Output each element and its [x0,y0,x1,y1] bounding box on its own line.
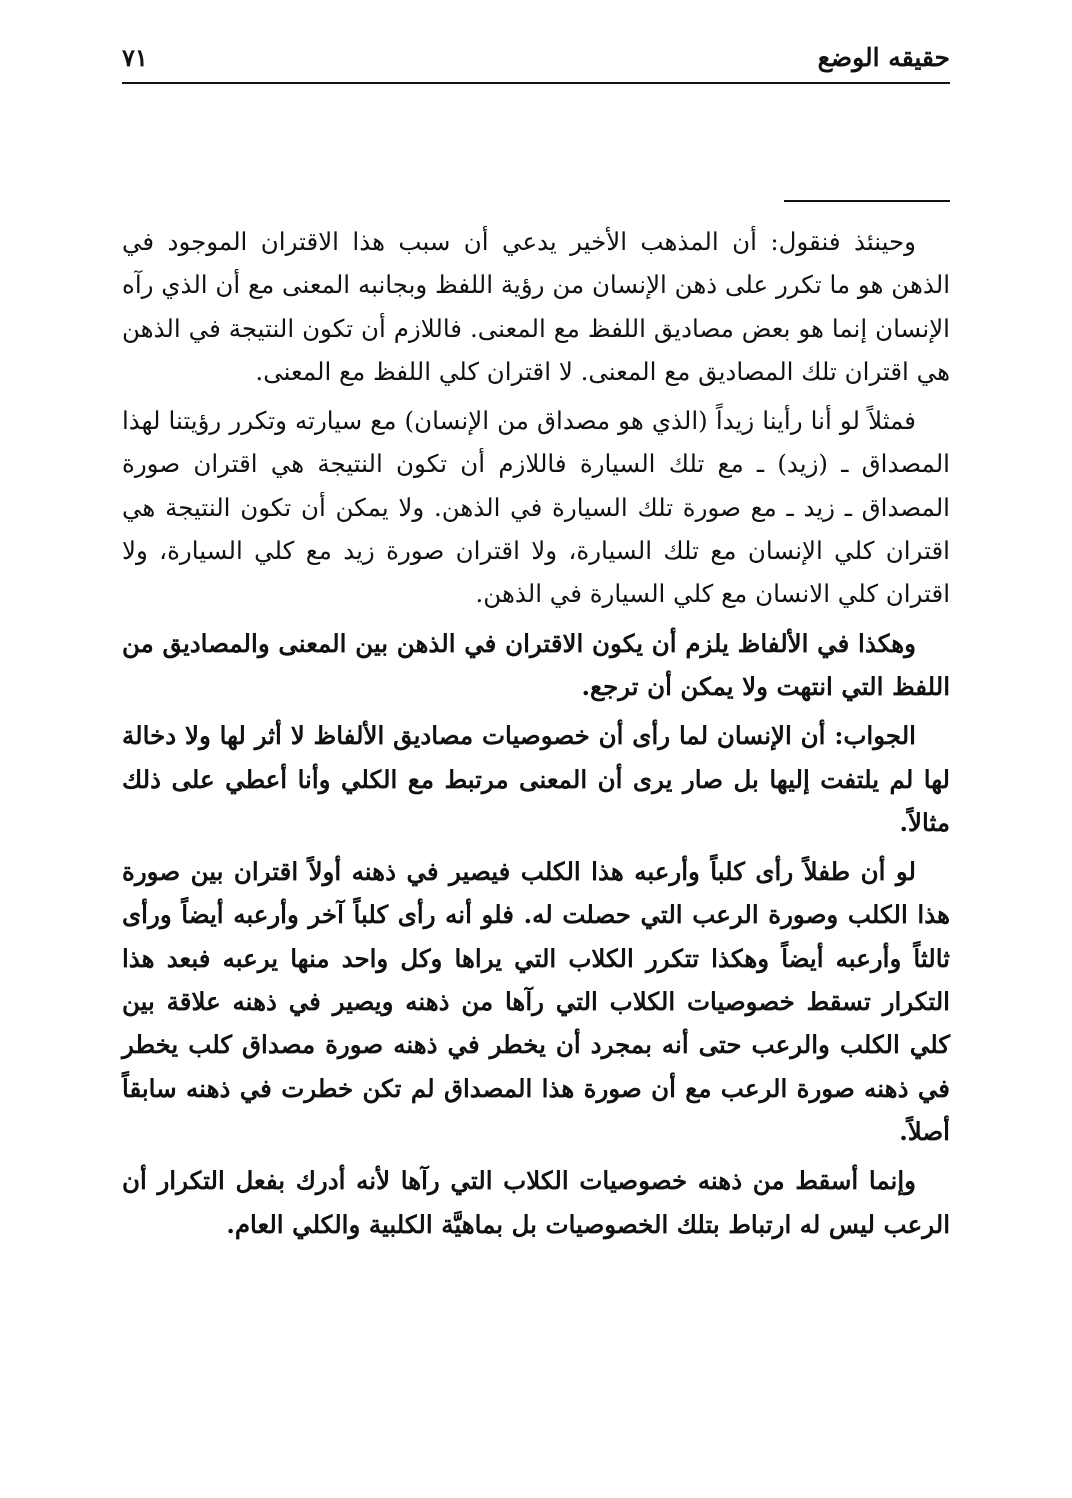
running-title: حقيقه الوضع [817,43,950,72]
paragraph: وهكذا في الألفاظ يلزم أن يكون الاقتران في الذهن بين المعنى والمصاديق من اللفظ التي انتهت ولا يمكن أن ترجع. [122,628,950,701]
page-number: ٧١ [122,43,148,72]
paragraph: فمثلاً لو أنا رأينا زيداً (الذي هو مصداق من الإنسان) مع سيارته وتكرر رؤيتنا لهذا المصداق ـ (زيد) ـ مع تلك السيارة فاللازم أن تكون النتيجة هي اقتران صورة المصداق ـ زيد ـ مع صورة تلك السيارة في الذهن. ولا يمكن أن تكون النتيجة هي اقتران كلي الإنسان مع تلك السيارة، ولا اقتران صورة زيد مع كلي السيارة، ولا اقتران كلي الانسان مع كلي السيارة في الذهن. [122,406,950,609]
paragraph: لو أن طفلاً رأى كلباً وأرعبه هذا الكلب فيصير في ذهنه أولاً اقتران بين صورة هذا الكلب وصورة الرعب التي حصلت له. فلو أنه رأى كلباً آخر وأرعبه أيضاً ورأى ثالثاً وأرعبه أيضاً وهكذا تتكرر الكلاب التي يراها وكل واحد منها يرعبه فبعد هذا التكرار تسقط خصوصيات الكلاب التي رآها من ذهنه ويصير في ذهنه علاقة بين كلي الكلب والرعب حتى أنه بمجرد أن يخطر في ذهنه صورة مصداق كلب يخطر في ذهنه صورة الرعب مع أن صورة هذا المصداق لم تكن خطرت في ذهنه سابقاً أصلاً. [122,857,950,1146]
paragraph: وحينئذ فنقول: أن المذهب الأخير يدعي أن سبب هذا الاقتران الموجود في الذهن هو ما تكرر على ذهن الإنسان من رؤية اللفظ وبجانبه المعنى مع أن الذي رآه الإنسان إنما هو بعض مصاديق اللفظ مع المعنى. فاللازم أن تكون النتيجة في الذهن هي اقتران تلك المصاديق مع المعنى. لا اقتران كلي اللفظ مع المعنى. [122,227,950,386]
answer-label: الجواب: [834,721,916,751]
paragraph: وإنما أسقط من ذهنه خصوصيات الكلاب التي رآها لأنه أدرك بفعل التكرار أن الرعب ليس له ارتباط بتلك الخصوصيات بل بماهيَّة الكلبية والكلي العام. [122,1166,950,1239]
body-text [122,220,950,1252]
running-header [122,38,950,78]
answer-text: أن الإنسان لما رأى أن خصوصيات مصاديق الألفاظ لا أثر لها ولا دخالة لها لم يلتفت إليها بل صار يرى أن المعنى مرتبط مع الكلي وأنا أعطي على ذلك مثالاً. [122,721,950,837]
header-divider [122,82,950,84]
paragraph [122,714,950,844]
footnote-separator [784,200,950,202]
